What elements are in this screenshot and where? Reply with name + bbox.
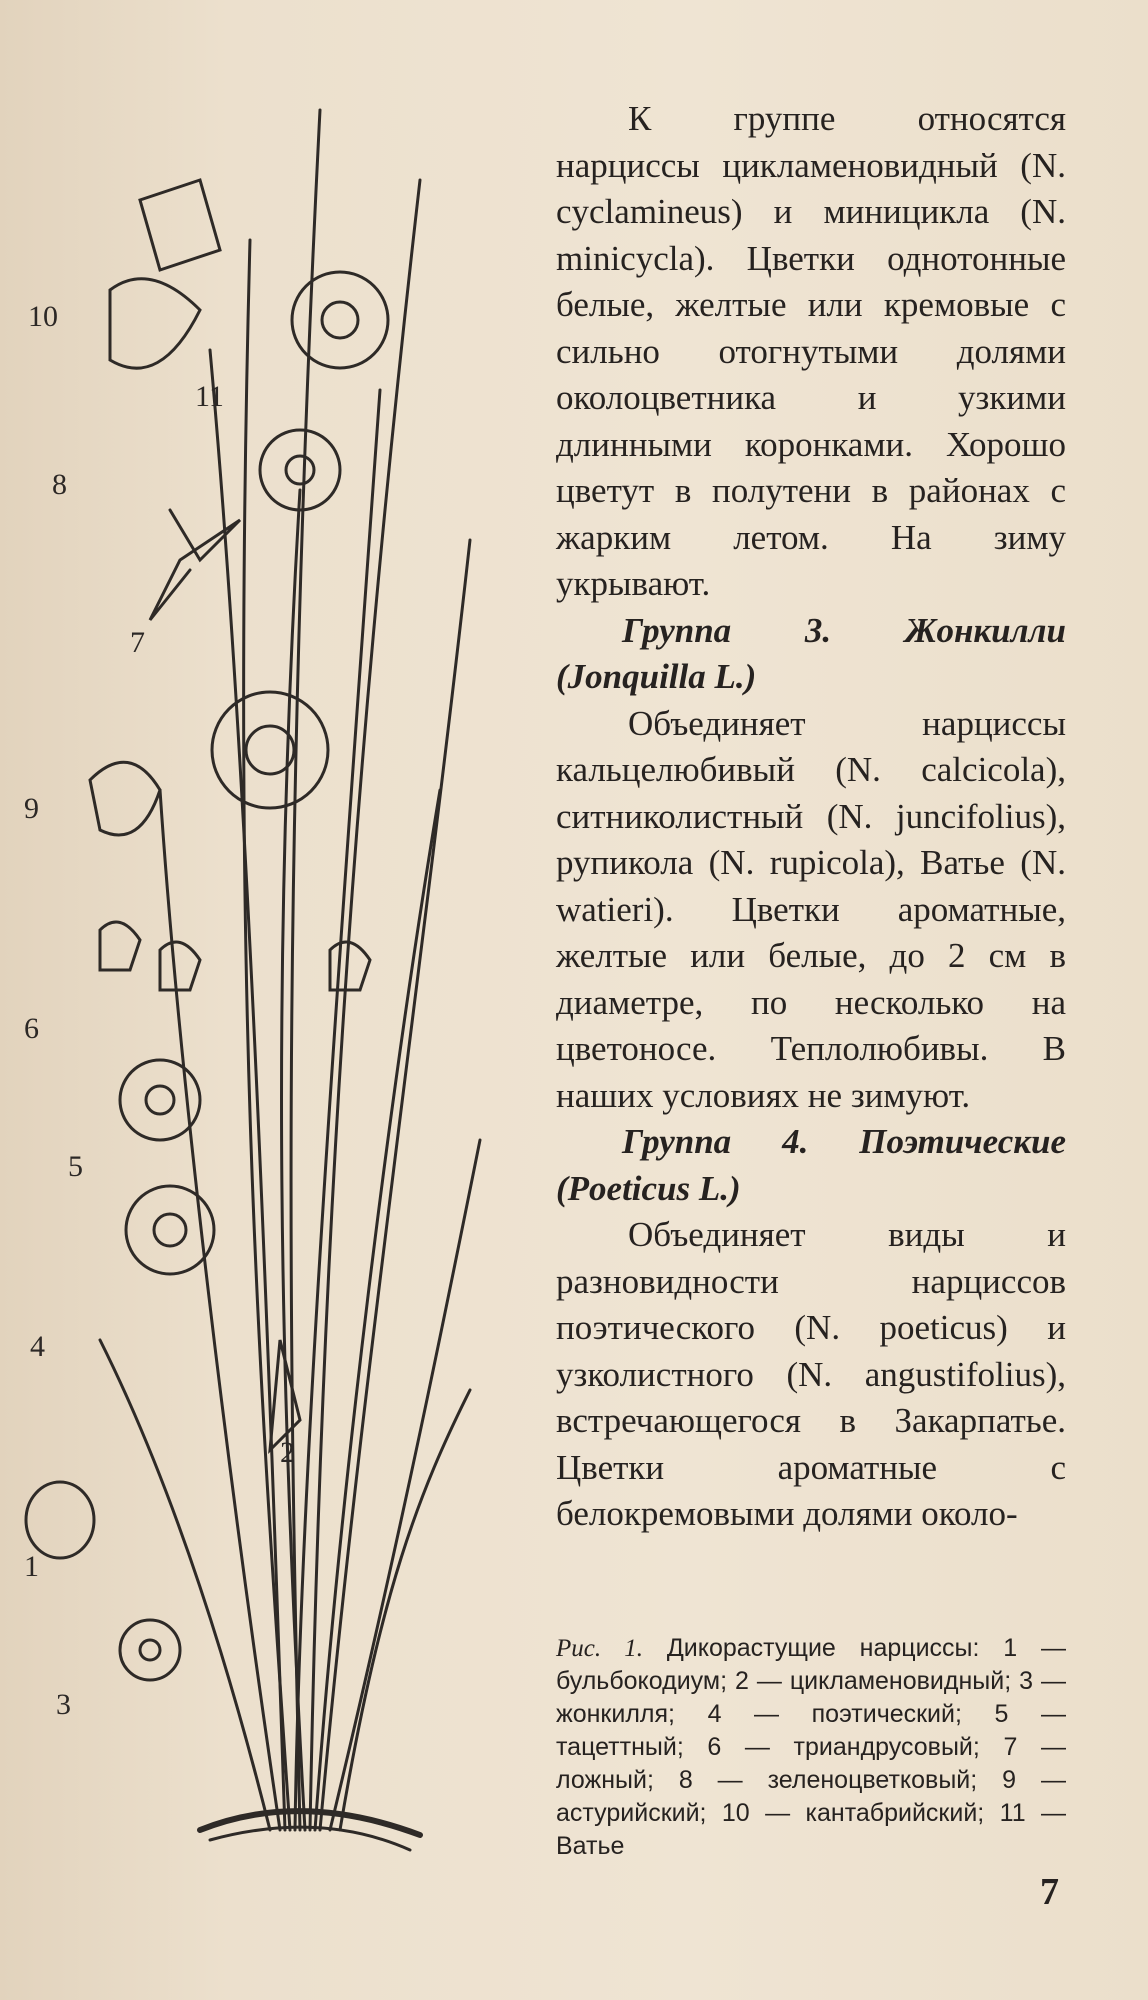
paragraph: Объединяет виды и разновидности нарциссов поэтического (N. poeticus) и узколистного (N. angustifolius), встречающегося в Закарпатье. Цветки ароматные с белокремовыми долями около-: [556, 1215, 1066, 1533]
figure-label: 11: [195, 380, 224, 413]
caption-text: Дикорастущие нарциссы: 1 — бульбокодиум; 2 — цикламеновидный; 3 — жонкилля; 4 — поэтический; 5 — тацеттный; 6 — триандрусовый; 7 — ложный; 8 — зеленоцветковый; 9 — астурийский; 10 — кантабрийский; 11 — Ватье: [556, 1634, 1066, 1860]
figure-label: 5: [68, 1150, 83, 1183]
figure-caption: [556, 1632, 1066, 1863]
figure-label: 10: [28, 300, 58, 333]
group-heading: Группа 3. Жонкилли (Jonquilla L.): [556, 610, 1066, 696]
figure-label: 6: [24, 1012, 39, 1045]
caption-lead: Рис. 1.: [556, 1635, 643, 1662]
body-text: [556, 96, 1066, 1538]
figure-label: 1: [24, 1550, 39, 1583]
figure-label: 3: [56, 1688, 71, 1721]
paragraph: Объединяет нарциссы кальцелюбивый (N. calcicola), ситниколистный (N. juncifolius), рупикола (N. rupicola), Ватье (N. watieri). Цветки ароматные, желтые или белые, до 2 см в диаметре, по несколько на цветоносе. Теплолюбивы. В наших условиях не зимуют.: [556, 703, 1066, 1115]
figure-label: 2: [280, 1436, 295, 1469]
figure-label: 8: [52, 468, 67, 501]
group-heading: Группа 4. Поэтические (Poeticus L.): [556, 1122, 1066, 1208]
figure-label: 7: [130, 626, 145, 659]
figure-label: 9: [24, 792, 39, 825]
paragraph: К группе относятся нарциссы цикламеновидный (N. cyclamineus) и миницикла (N. minicycla). Цветки однотонные белые, желтые или кремовые с сильно отогнутыми долями околоцветника и узкими длинными коронками. Хорошо цветут в полутени в районах с жарким летом. На зиму укрывают.: [556, 99, 1066, 603]
daffodil-illustration: [0, 90, 520, 1890]
page-number: 7: [1040, 1871, 1059, 1913]
figure-label: 4: [30, 1330, 45, 1363]
